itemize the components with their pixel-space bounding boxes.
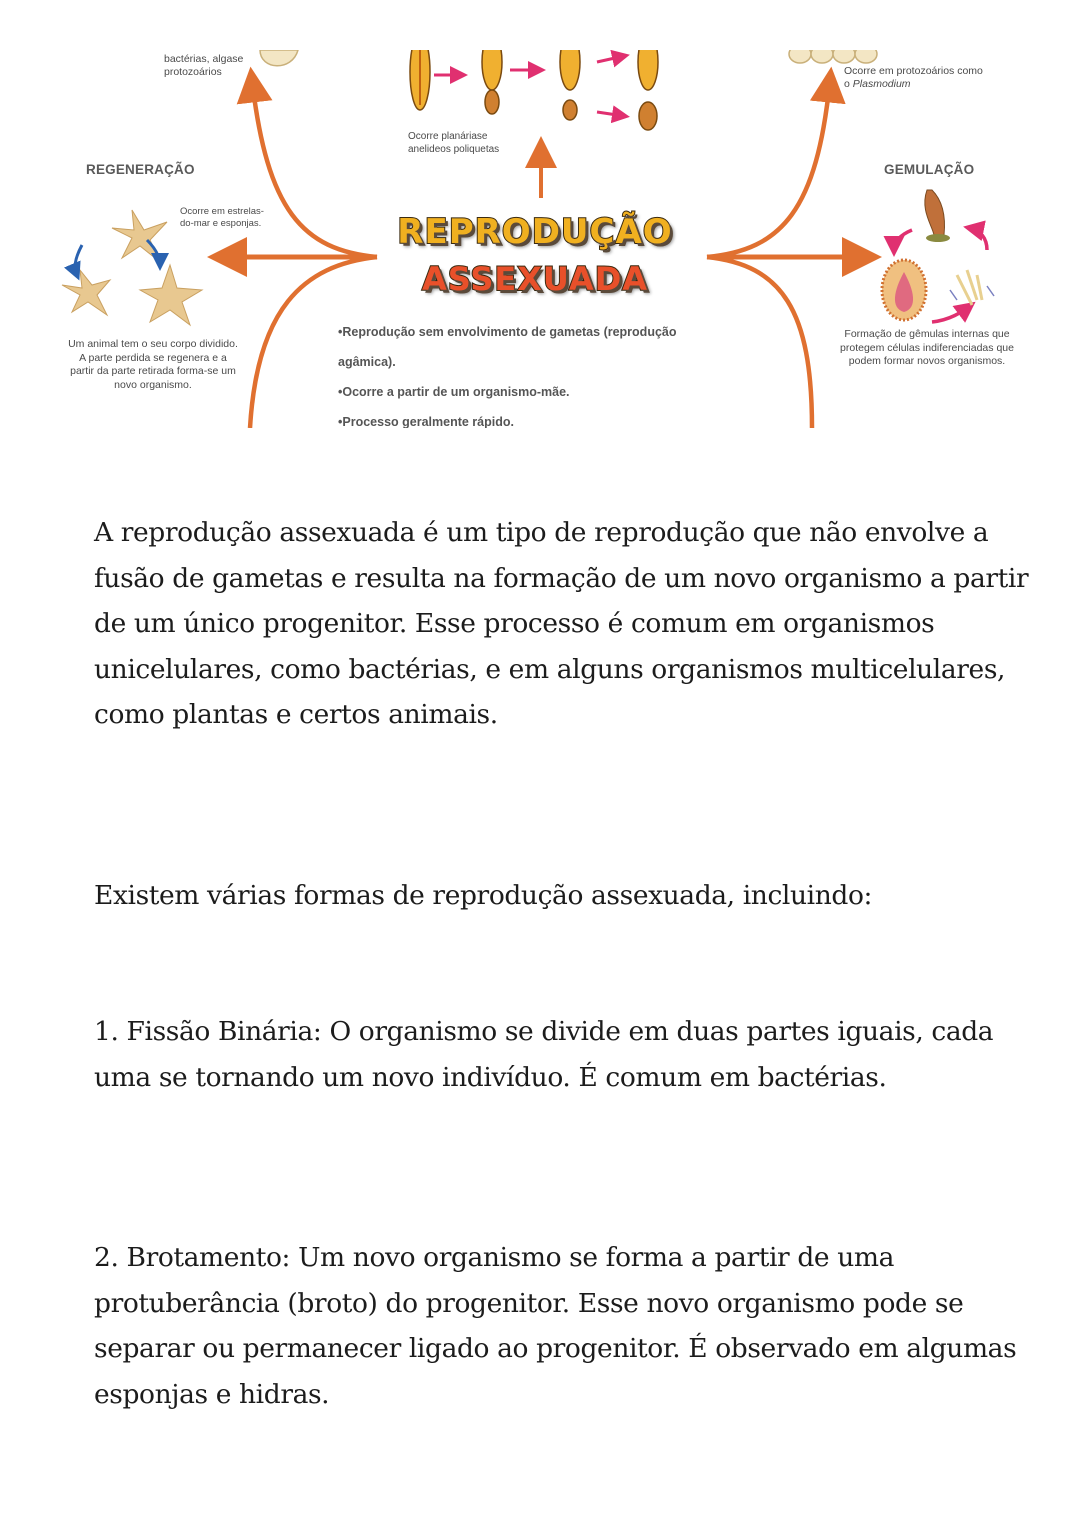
regeneracao-description: Um animal tem o seu corpo dividido. A parte perdida se regenera e a partir da parte retirada forma-se um novo organismo. (68, 338, 238, 391)
planarian-illustration (410, 50, 658, 130)
regeneracao-title: REGENERAÇÃO (86, 162, 195, 177)
diagram-bullets (338, 322, 758, 428)
diagram-title-line2: ASSEXUADA (421, 260, 649, 298)
fragmentation-caption: Ocorre planáriase anelideos poliquetas (408, 131, 500, 155)
plasmodium-italic: Plasmodium (852, 78, 911, 90)
diagram-title (380, 210, 690, 310)
plasmodium-illustration (789, 50, 877, 63)
bullet-item: agâmica). (338, 355, 396, 369)
asexual-reproduction-diagram (52, 50, 1027, 428)
regeneracao-note: Ocorre em estrelas-do-mar e esponjas. (180, 206, 264, 229)
binary-fission-paragraph: 1. Fissão Binária: O organismo se divide em duas partes iguais, cada uma se tornando um novo indivíduo. É comum em bactérias. (94, 1016, 994, 1093)
bullet-item: •Reprodução sem envolvimento de gametas (reprodução (338, 325, 677, 339)
bacterium-illustration (260, 50, 298, 66)
forms-intro-paragraph: Existem várias formas de reprodução assexuada, incluindo: (94, 880, 873, 911)
intro-paragraph: A reprodução assexuada é um tipo de reprodução que não envolve a fusão de gametas e resulta na formação de um novo organismo a partir de um único progenitor. Esse processo é comum em organismos unicelulares, como bactérias, e em alguns organismos multicelulares, como plantas e certos animais. (94, 517, 1029, 730)
gemulacao-title: GEMULAÇÃO (884, 162, 975, 177)
budding-paragraph: 2. Brotamento: Um novo organismo se forma a partir de uma protuberância (broto) do progenitor. Esse novo organismo pode se separar ou permanecer ligado ao progenitor. É observado em algumas esponjas e hidras. (94, 1242, 1017, 1410)
gemulation-illustration (882, 190, 994, 322)
diagram-title-line1: REPRODUÇÃO (397, 212, 673, 252)
bullet-item: •Processo geralmente rápido. (338, 415, 514, 428)
multiple-fission-caption: Ocorre em protozoários como o Plasmodium (844, 65, 983, 90)
bullet-item: •Ocorre a partir de um organismo-mãe. (338, 385, 570, 399)
gemulacao-description: Formação de gêmulas internas que protegem células indiferenciadas que podem formar novos organismos. (840, 328, 1014, 367)
binary-fission-caption: bactérias, algase protozoários (164, 53, 244, 78)
